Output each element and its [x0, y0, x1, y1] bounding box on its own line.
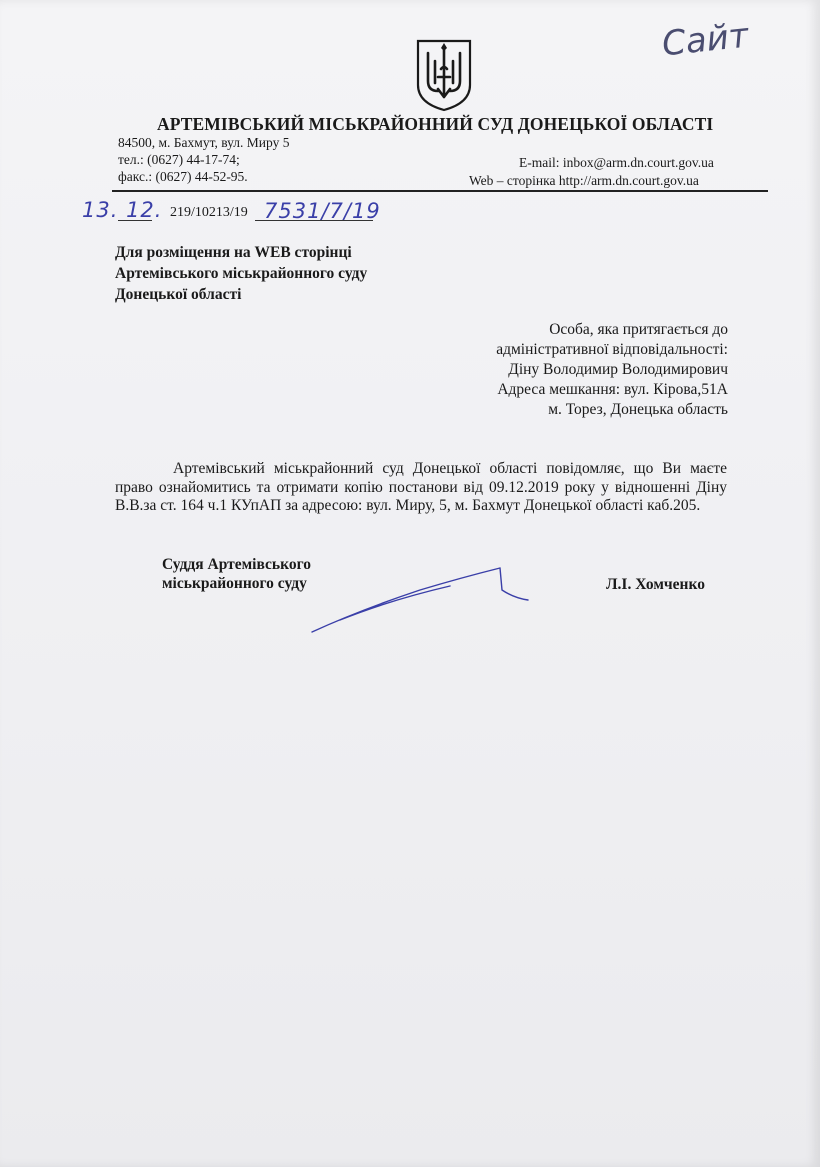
judge-name: Л.І. Хомченко: [606, 576, 705, 593]
notice-paragraph: Артемівський міськрайонний суд Донецької області повідомляє, що Ви маєте право ознайомитись та отримати копію постанови від 09.12.2019 року у відношенні Діну В.В.за ст. 164 ч.1 КУпАП за адресою: вул. Миру, 5, м. Бахмут Донецької області каб.205.: [115, 460, 727, 514]
addressee-block: [496, 320, 728, 420]
court-address: 84500, м. Бахмут, вул. Миру 5: [118, 135, 290, 150]
addressee-line: м. Торез, Донецька область: [548, 401, 728, 418]
court-name: АРТЕМІВСЬКИЙ МІСЬКРАЙОННИЙ СУД ДОНЕЦЬКОЇ ОБЛАСТІ: [157, 114, 714, 134]
judge-title-line: Суддя Артемівського: [162, 556, 312, 573]
recipient-line: Донецької області: [115, 286, 242, 303]
recipient-line: Для розміщення на WEB сторінці: [115, 244, 352, 261]
court-fax: факс.: (0627) 44-52-95.: [118, 169, 248, 184]
coat-of-arms-icon: [414, 37, 474, 113]
court-email: E-mail: inbox@arm.dn.court.gov.ua: [519, 155, 714, 170]
addressee-line: Діну Володимир Володимирович: [508, 361, 728, 378]
addressee-line: адміністративної відповідальності:: [496, 341, 728, 358]
recipient-line: Артемівського міськрайонного суду: [115, 265, 368, 282]
judge-title-line: міськрайонного суду: [162, 575, 307, 592]
notice-body: [115, 460, 727, 516]
addressee-line: Адреса мешкання: вул. Кірова,51А: [497, 381, 728, 398]
addressee-line: Особа, яка притягається до: [549, 321, 728, 338]
handwritten-signature: [300, 560, 540, 640]
handwritten-date: 13. 12.: [82, 198, 163, 222]
judge-title: [162, 555, 311, 593]
court-website: Web – сторінка http://arm.dn.court.gov.ua: [469, 173, 699, 188]
handwritten-outgoing-number: 7531/7/19: [264, 199, 381, 223]
recipient-block: [115, 242, 367, 305]
handwritten-corner-note: Сайт: [660, 15, 751, 65]
court-phone: тел.: (0627) 44-17-74;: [118, 152, 240, 167]
header-divider: [112, 190, 768, 192]
case-number: 219/10213/19: [170, 205, 248, 220]
